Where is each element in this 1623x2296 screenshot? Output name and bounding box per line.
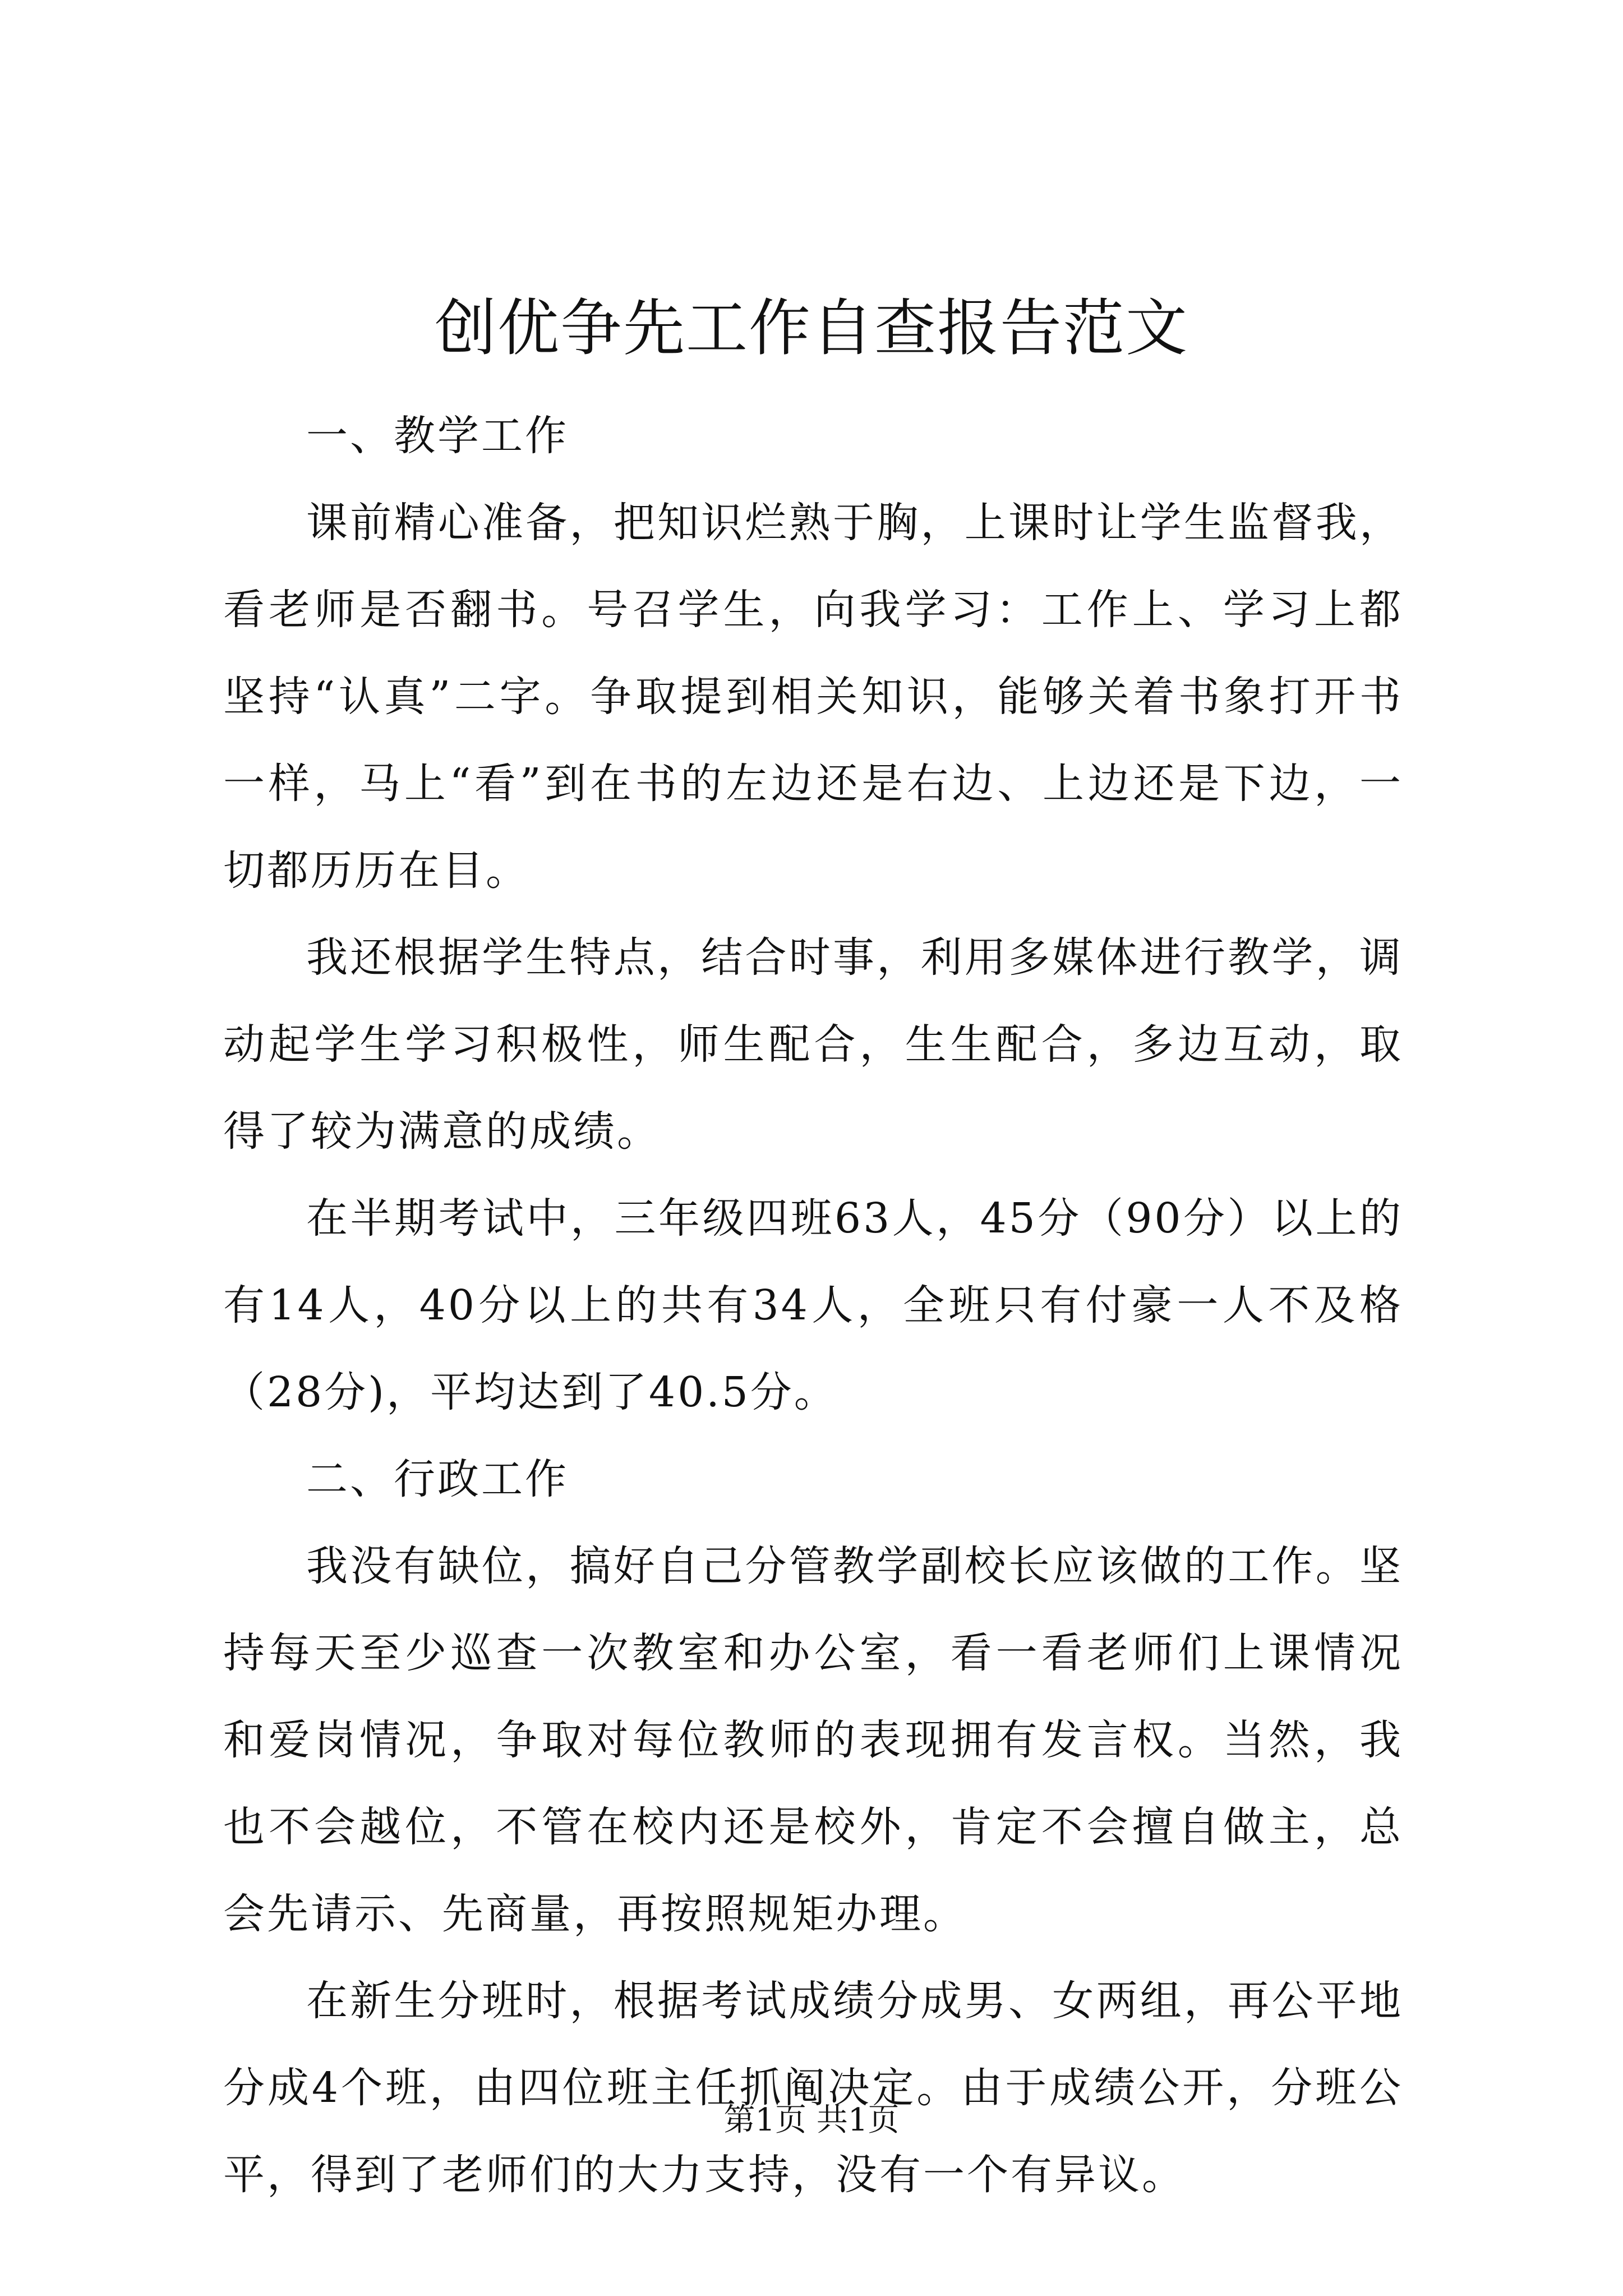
paragraph-multimedia: 我还根据学生特点，结合时事，利用多媒体进行教学，调动起学生学习积极性，师生配合，生生配合，多边互动，取得了较为满意的成绩。 (223, 933, 1403, 1156)
document-title: 创优争先工作自查报告范文 (435, 292, 1188, 364)
section-heading-administration: 二、行政工作 (306, 1455, 569, 1503)
section-heading-teaching: 一、教学工作 (306, 412, 569, 460)
page-footer: 第1页 共1页 (723, 2102, 900, 2138)
paragraph-administration: 我没有缺位，搞好自己分管教学副校长应该做的工作。坚持每天至少巡查一次教室和办公室，看一看老师们上课情况和爱岗情况，争取对每位教师的表现拥有发言权。当然，我也不会越位，不管在校内还是校外，肯定不会擅自做主，总会先请示、先商量，再按照规矩办理。 (223, 1542, 1403, 1938)
paragraph-class-assignment: 在新生分班时，根据考试成绩分成男、女两组，再公平地分成4个班，由四位班主任抓阄决定。由于成绩公开，分班公平，得到了老师们的大力支持，没有一个有异议。 (223, 1977, 1403, 2199)
document-body (223, 393, 1403, 2219)
paragraph-exam-results: 在半期考试中，三年级四班63人，45分（90分）以上的有14人，40分以上的共有34人，全班只有付豪一人不及格（28分)，平均达到了40.5分。 (223, 1194, 1403, 1416)
paragraph-preparation: 课前精心准备，把知识烂熟于胸，上课时让学生监督我，看老师是否翻书。号召学生，向我学习：工作上、学习上都坚持“认真”二字。争取提到相关知识，能够关着书象打开书一样，马上“看”到在书的左边还是右边、上边还是下边，一切都历历在目。 (223, 499, 1403, 895)
